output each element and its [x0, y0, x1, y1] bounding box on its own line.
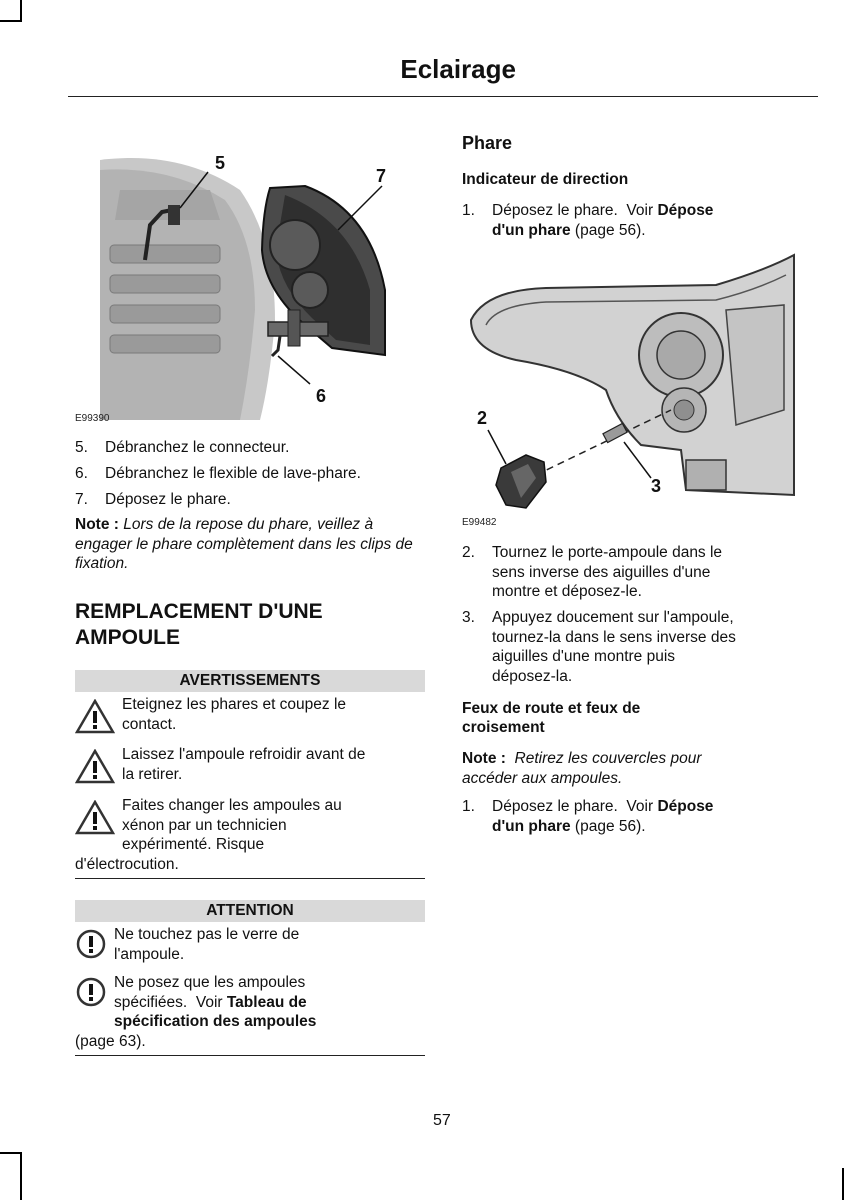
subsection-title: Indicateur de direction: [462, 171, 629, 188]
list-text: sens inverse des aiguilles d'une: [492, 563, 711, 581]
list-number: 5.: [75, 439, 88, 456]
figure-code: E99390: [75, 413, 110, 424]
warning-text: expérimenté. Risque: [122, 836, 265, 853]
crop-mark: [20, 0, 22, 22]
figure-callout-3: 3: [651, 476, 662, 496]
warning-triangle-icon: [75, 800, 115, 836]
list-text: Déposez le phare. Voir: [492, 202, 658, 219]
section-subtitle: Phare: [462, 133, 513, 153]
section-heading-line: AMPOULE: [75, 626, 180, 649]
page-number: 57: [433, 1112, 451, 1129]
warning-item: [75, 796, 431, 874]
attention-text: Ne touchez pas le verre de: [114, 926, 300, 943]
crop-mark: [842, 1168, 844, 1200]
warning-text: Eteignez les phares et coupez le: [122, 696, 347, 713]
cross-reference-link[interactable]: Tableau de: [226, 993, 307, 1011]
list-text: tournez-la dans le sens inverse des: [492, 628, 736, 646]
figure-callout-2: 2: [477, 408, 488, 428]
figure-callout-6: 6: [316, 386, 327, 406]
warning-text: contact.: [122, 715, 177, 733]
attention-text: Ne posez que les ampoules: [114, 974, 306, 991]
note-label: Note :: [75, 516, 119, 533]
list-text: Déposez le phare. Voir: [492, 798, 658, 815]
attention-header: ATTENTION: [75, 900, 425, 922]
list-text: Débranchez le flexible de lave-phare.: [105, 465, 361, 482]
list-text: déposez-la.: [492, 667, 573, 685]
note-body: accéder aux ampoules.: [462, 769, 623, 787]
list-text: Appuyez doucement sur l'ampoule,: [492, 609, 734, 626]
section-heading-line: REMPLACEMENT D'UNE: [75, 600, 323, 623]
warning-text: Laissez l'ampoule refroidir avant de: [122, 746, 366, 763]
attention-text: l'ampoule.: [114, 945, 185, 963]
headlight-removal-figure: [100, 150, 430, 420]
section-heading: [75, 599, 323, 651]
warning-item: [75, 695, 431, 734]
list-text: Débranchez le connecteur.: [105, 439, 290, 456]
caution-exclamation-icon: [75, 976, 107, 1008]
warning-text: Faites changer les ampoules au: [122, 797, 342, 814]
turn-signal-bulb-figure: [466, 250, 796, 515]
cross-reference-link[interactable]: Dépose: [657, 202, 714, 219]
list-text: montre et déposez-le.: [492, 583, 642, 600]
note-body: Lors de la repose du phare, veillez à engager le phare complètement dans les clips de fixation.: [75, 516, 413, 572]
cross-reference-link[interactable]: d'un phare: [492, 817, 571, 835]
list-number: 1.: [462, 798, 475, 815]
warning-triangle-icon: [75, 699, 115, 735]
note-label: Note :: [462, 750, 506, 767]
warning-text: d'électrocution.: [75, 855, 179, 873]
list-text: (page 56).: [570, 221, 646, 239]
note-body: Retirez les couvercles pour: [514, 750, 702, 767]
cross-reference-link[interactable]: d'un phare: [492, 221, 571, 239]
figure-callout-5: 5: [215, 153, 226, 173]
crop-mark: [0, 1152, 20, 1154]
list-text: Tournez le porte-ampoule dans le: [492, 544, 723, 561]
warning-item: [75, 745, 431, 784]
cross-reference-link[interactable]: Dépose: [657, 798, 714, 815]
attention-text: spécifiées. Voir: [114, 993, 227, 1011]
warnings-divider: [75, 878, 425, 879]
crop-mark: [20, 1152, 22, 1200]
list-text: Déposez le phare.: [105, 491, 231, 508]
warning-text: la retirer.: [122, 765, 183, 783]
subsection-title: [462, 699, 640, 737]
page-title: Eclairage: [400, 54, 516, 84]
title-divider: [68, 96, 818, 97]
list-number: 6.: [75, 465, 88, 482]
attention-item: [75, 925, 431, 964]
figure-callout-7: 7: [376, 166, 387, 186]
subsection-title-line: Feux de route et feux de: [462, 700, 641, 717]
list-number: 3.: [462, 609, 475, 626]
figure-code: E99482: [462, 517, 497, 528]
warnings-header: AVERTISSEMENTS: [75, 670, 425, 692]
list-number: 7.: [75, 491, 88, 508]
attention-text: (page 63).: [75, 1032, 146, 1050]
note: [462, 749, 812, 788]
cross-reference-link[interactable]: spécification des ampoules: [114, 1013, 317, 1030]
attention-divider: [75, 1055, 425, 1056]
subsection-title-line: croisement: [462, 719, 545, 736]
attention-item: [75, 973, 431, 1051]
list-text: (page 56).: [570, 817, 646, 835]
list-number: 2.: [462, 544, 475, 561]
list-text: aiguilles d'une montre puis: [492, 648, 676, 665]
warning-triangle-icon: [75, 749, 115, 785]
warning-text: xénon par un technicien: [122, 816, 287, 834]
note: [75, 515, 429, 574]
crop-mark: [0, 20, 20, 22]
list-number: 1.: [462, 202, 475, 219]
caution-exclamation-icon: [75, 928, 107, 960]
